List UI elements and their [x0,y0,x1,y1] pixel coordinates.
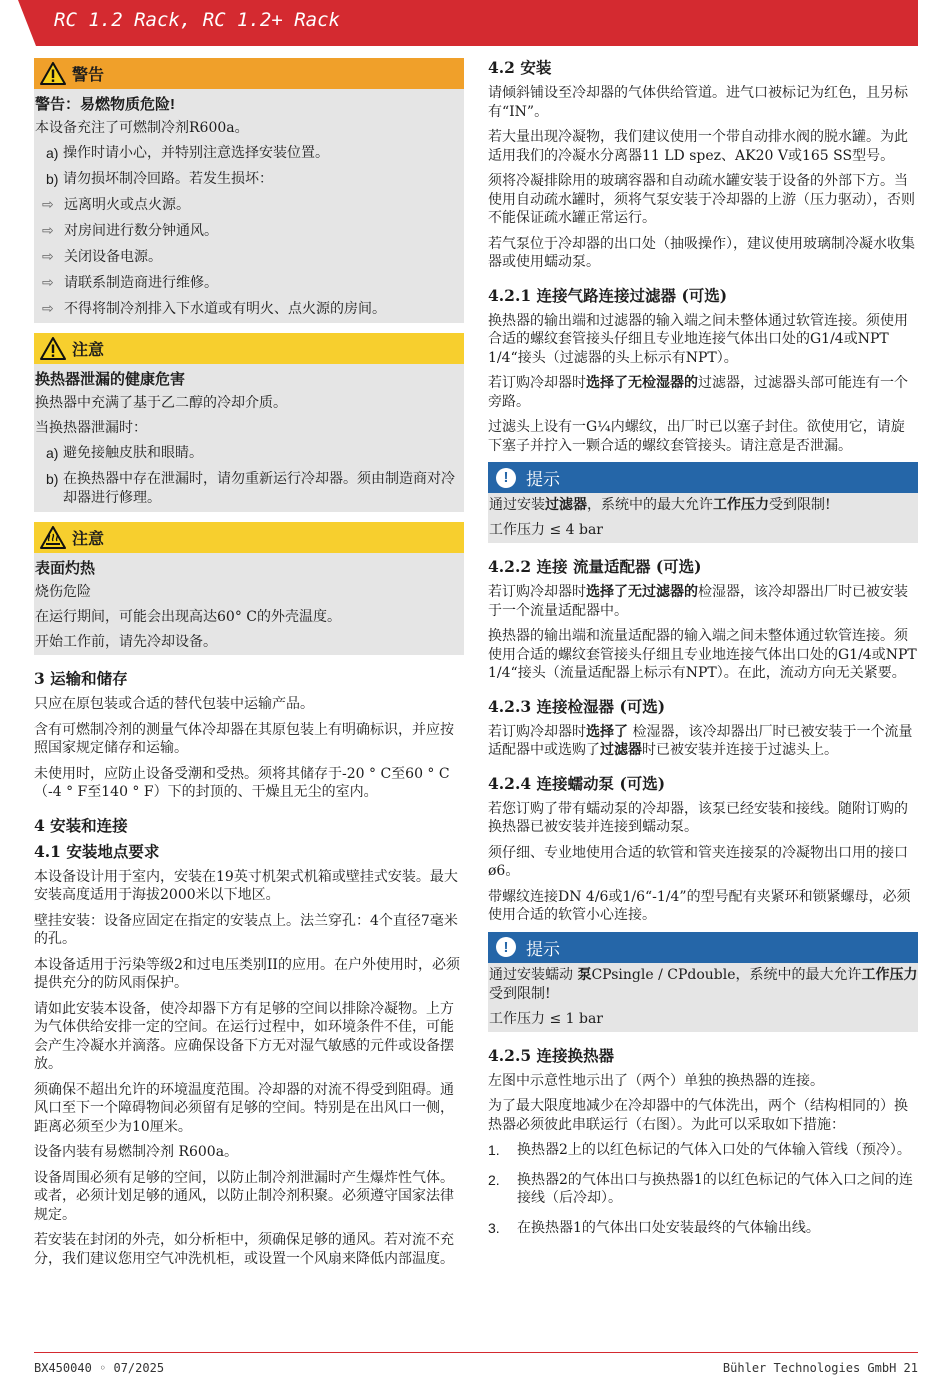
paragraph: 带螺纹连接DN 4/6或1/6“-1/4”的型号配有夹紧环和锁紧螺母，必须使用合适的软管小心连接。 [488,888,911,923]
arrow-right-icon: ⇨ [42,223,54,239]
warning-label: 警告 [72,65,105,84]
paragraph: 请如此安装本设备，使冷却器下方有足够的空间以排除冷凝物。上方为气体供给安排一定的空间。在运行过程中，如环境条件不佳，可能会产生冷凝水并滴落。应确保设备下方无对湿气敏感的元件或设备摆放。 [34,1000,454,1072]
exclamation-circle-icon: ! [496,937,516,957]
paragraph: 须将冷凝排除用的玻璃容器和自动疏水罐安装于设备的外部下方。当使用自动疏水罐时，须将气泵安装于冷却器的上游（压力驱动），否则不能保证疏水罐正常运行。 [488,173,915,226]
list-item: ⇨ 不得将制冷剂排入下水道或有明火、点火源的房间。 [42,301,386,317]
list-item: a) 操作时请小心，并特别注意选择安装位置。 [46,145,329,161]
arrow-right-icon: ⇨ [42,275,54,291]
paragraph: 若气泵位于冷却器的出口处（抽吸操作），建议使用玻璃制冷凝水收集器或使用蠕动泵。 [488,235,915,270]
paragraph: 若大量出现冷凝物，我们建议使用一个带自动排水阀的脱水罐。为此适用我们的冷凝水分离器11 LD spez、AK20 V或165 SS型号。 [488,129,908,164]
paragraph: 过滤头上设有一G¼内螺纹，出厂时已以塞子封住。欲使用它，请旋下塞子并拧入一颗合适的螺纹套管接头。请注意是否泄漏。 [488,419,905,454]
paragraph: 本设备适用于污染等级2和过电压类别II的应用。在户外使用时，必须提供充分的防风雨保护。 [34,956,460,991]
list-item: b) 在换热器中存在泄漏时，请勿重新运行冷却器。须由制造商对冷却器进行修理。 [46,471,455,506]
tip-label: 提示 [526,939,560,960]
tip-text: 通过安装蠕动 泵CPsingle / CPdouble，系统中的最大允许工作压力受到限制! [489,966,918,1002]
tip-box-header [488,462,918,493]
paragraph: 换热器的输出端和流量适配器的输入端之间未整体通过软管连接。须使用合适的螺纹套管接头仔细且专业地连接气体出口处的G1/4或NPT 1/4“接头（流量适配器上标示有NPT）。在此，流动方向无关紧要。 [488,628,917,681]
paragraph: 若订购冷却器时选择了无过滤器的检湿器，该冷却器出厂时已被安装于一个流量适配器中。 [488,584,908,619]
list-item: ⇨ 远离明火或点火源。 [42,197,190,213]
caution-text: 烧伤危险 [35,584,91,600]
list-item: a) 避免接触皮肤和眼睛。 [46,445,203,461]
list-item: ⇨ 对房间进行数分钟通风。 [42,223,218,239]
hot-surface-icon [40,526,66,549]
tip-box [488,932,918,1032]
footer-divider [34,1352,918,1353]
caution-text: 当换热器泄漏时： [35,420,147,436]
warning-box [34,58,464,323]
paragraph: 含有可燃制冷剂的测量气体冷却器在其原包装上有明确标识，并应按照国家规定储存和运输。 [34,721,454,756]
section-heading: 4.2.2 连接 流量适配器 (可选) [488,557,702,576]
caution-label: 注意 [72,529,105,548]
caution-text: 换热器中充满了基于乙二醇的冷却介质。 [35,395,287,411]
section-heading: 4.1 安装地点要求 [34,841,160,861]
section-heading: 4.2 安装 [488,58,552,77]
section-heading: 3 运输和储存 [34,669,128,688]
paragraph: 左图中示意性地示出了（两个）单独的换热器的连接。 [488,1072,824,1089]
tip-box-header [488,932,918,963]
caution-label: 注意 [72,340,105,359]
footer-company-page: Bühler Technologies GmbH 21 [722,1361,918,1375]
list-item: b) 请勿损坏制冷回路。若发生损坏： [46,171,273,187]
arrow-right-icon: ⇨ [42,301,54,317]
paragraph: 设备内装有易燃制冷剂 R600a。 [34,1144,239,1160]
paragraph: 未使用时，应防止设备受潮和受热。须将其储存于-20 ° C至60 ° C（-4 ° F至140 ° F）下的封顶的、干燥且无尘的室内。 [34,765,450,800]
arrow-right-icon: ⇨ [42,197,54,213]
arrow-right-icon: ⇨ [42,249,54,265]
caution-box-header [34,333,464,364]
paragraph: 请倾斜铺设至冷却器的气体供给管道。进气口被标记为红色，且另标有“IN”。 [488,85,908,120]
caution-title: 表面灼热 [35,560,96,577]
tip-text: 通过安装过滤器，系统中的最大允许工作压力受到限制! [489,497,831,513]
list-item: 3. 在换热器1的气体出口处安装最终的气体输出线。 [488,1219,820,1236]
list-item: ⇨ 请联系制造商进行维修。 [42,275,218,291]
section-heading: 4.2.4 连接蠕动泵 (可选) [488,773,666,793]
list-item: 1. 换热器2上的以红色标记的气体入口处的气体输入管线（预冷）。 [488,1142,911,1158]
tip-pressure: 工作压力 ≤ 1 bar [489,1010,603,1027]
footer-doc-id: BX450040 ◦ 07/2025 [34,1361,165,1375]
section-heading: 4.2.5 连接换热器 [488,1045,615,1065]
left-column [34,58,464,1275]
header-notch [18,0,36,46]
paragraph: 本设备设计用于室内，安装在19英寸机架式机箱或壁挂式安装。最大安装高度适用于海拔2000米以下地区。 [34,868,458,903]
paragraph: 换热器的输出端和过滤器的输入端之间未整体通过软管连接。须使用合适的螺纹套管接头仔细且专业地连接气体出口处的G1/4或NPT 1/4“接头（过滤器的头上标示有NPT）。 [488,312,908,366]
caution-text: 在运行期间，可能会出现高达60° C的外壳温度。 [35,609,341,625]
section-heading: 4.2.3 连接检湿器 (可选) [488,696,666,716]
warning-triangle-icon [40,62,66,85]
right-column [488,58,918,1248]
section-heading: 4.2.1 连接气路连接过滤器 (可选) [488,285,728,305]
paragraph: 设备周围必须有足够的空间，以防止制冷剂泄漏时产生爆炸性气体。或者，必须计划足够的通风，以防止制冷剂积聚。必须遵守国家法律规定。 [34,1169,454,1223]
paragraph: 若您订购了带有蠕动泵的冷却器，该泵已经安装和接线。随附订购的换热器已被安装并连接到蠕动泵。 [488,800,908,835]
list-item: 2. 换热器2的气体出口与换热器1的以红色标记的气体入口之间的连接线（后冷却）。 [488,1171,913,1206]
caution-text: 开始工作前，请先冷却设备。 [35,634,217,650]
paragraph: 若订购冷却器时选择了无检湿器的过滤器，过滤器头部可能连有一个旁路。 [488,375,908,410]
caution-title: 换热器泄漏的健康危害 [35,371,186,388]
list-item: ⇨ 关闭设备电源。 [42,249,162,265]
warning-triangle-icon [40,337,66,360]
paragraph: 若安装在封闭的外壳，如分析柜中，须确保足够的通风。若对流不充分，我们建议您用空气冲洗机柜，或设置一个风扇来降低内部温度。 [34,1232,454,1267]
paragraph: 为了最大限度地减少在冷却器中的气体洗出，两个（结构相同的）换热器必须彼此串联运行（右图）。为此可以采取如下措施： [488,1098,908,1133]
exclamation-circle-icon: ! [496,468,516,488]
caution-box-hot-surface [34,522,464,655]
caution-box-header [34,522,464,553]
caution-box-leak [34,333,464,512]
tip-label: 提示 [526,470,560,490]
paragraph: 壁挂安装：设备应固定在指定的安装点上。法兰穿孔：4个直径7毫米的孔。 [34,912,458,947]
warning-box-header [34,58,464,89]
warning-intro: 本设备充注了可燃制冷剂R600a。 [35,120,249,136]
paragraph: 须确保不超出允许的环境温度范围。冷却器的对流不得受到阻碍。通风口至下一个障碍物间必须留有足够的空间。特别是在出风口一侧，距离必须至少为10厘米。 [34,1081,454,1135]
tip-box [488,462,918,543]
paragraph: 若订购冷却器时选择了 检湿器，该冷却器出厂时已被安装于一个流量适配器中或选购了过滤器时已被安装并连接于过滤头上。 [488,723,913,758]
paragraph: 只应在原包装或合适的替代包装中运输产品。 [34,696,314,712]
page-header-title: RC 1.2 Rack, RC 1.2+ Rack [54,9,340,31]
paragraph: 须仔细、专业地使用合适的软管和管夹连接泵的冷凝物出口用的接口ø6。 [488,844,908,879]
section-heading: 4 安装和连接 [34,815,128,835]
warning-title: 警告：易燃物质危险! [35,96,175,113]
tip-pressure: 工作压力 ≤ 4 bar [489,522,603,538]
